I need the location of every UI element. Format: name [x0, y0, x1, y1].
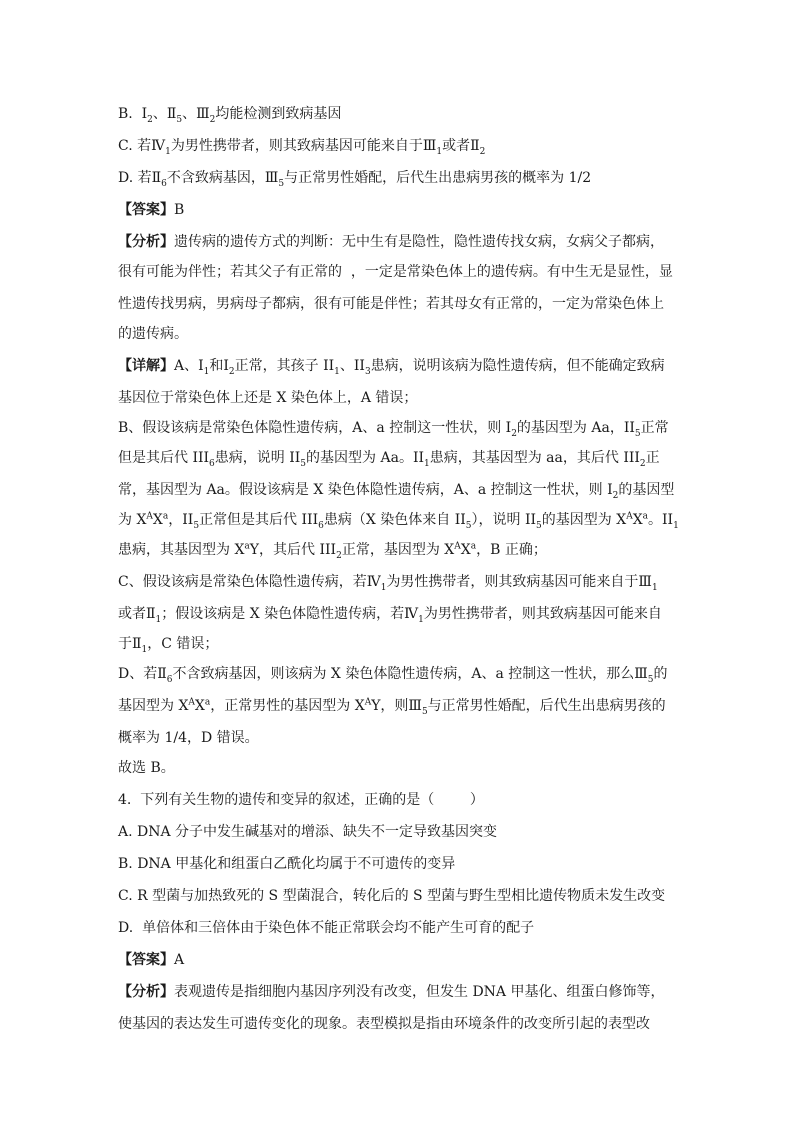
text-line: 患病，其基因型为 $X^aY$，其后代 $III_2$正常，基因型为 $X^AX^a$，B 正确；: [118, 541, 547, 561]
text-line: 性遗传找男病，男病母子都病，很有可能是伴性；若其母女有正常的，一定为常染色体上: [118, 296, 664, 312]
text-line: 【详解】A、$I_1$和$I_2$正常，其孩子 $II_1$、$II_3$患病，说明该病为隐性遗传病，但不能确定致病: [118, 358, 665, 377]
text-line: 于$Ⅱ_1$，C 错误；: [118, 636, 219, 655]
text-line: D. 单倍体和三倍体由于染色体不能正常联会均不能产生可育的配子: [118, 920, 535, 936]
text-line: 常，基因型为 Aa。假设该病是 X 染色体隐性遗传病，A、a 控制这一性状，则 $I_2$的基因型: [118, 482, 675, 501]
text-line: 基因型为 $X^AX^a$，正常男性的基因型为 $X^AY$，则$Ⅲ_5$与正常男性婚配，后代生出患病男孩的: [118, 697, 666, 717]
text-line: 很有可能为伴性；若其父子有正常的 ，一定是常染色体上的遗传病。有中生无是显性，显: [118, 264, 673, 280]
text-line: 的遗传病。: [118, 326, 188, 342]
text-line: C、假设该病是常染色体隐性遗传病，若$Ⅳ_1$为男性携带者，则其致病基因可能来自于$Ⅲ_1$: [118, 574, 658, 593]
text-line: 为 $X^AX^a$，$II_5$正常但是其后代 $III_6$患病（X 染色体来自 $II_5$），说明 $II_5$的基因型为 $X^AX^a$。$II_1$: [118, 511, 679, 531]
text-line: 【分析】表观遗传是指细胞内基因序列没有改变，但发生 DNA 甲基化、组蛋白修饰等，: [118, 984, 665, 1000]
text-line: B、假设该病是常染色体隐性遗传病，A、a 控制这一性状，则 $I_2$的基因型为 Aa，$II_5$正常: [118, 420, 669, 439]
text-line: D. 若$Ⅱ_6$不含致病基因，$Ⅲ_5$与正常男性婚配，后代生出患病男孩的概率为 1/2: [118, 170, 592, 189]
text-line: 【分析】遗传病的遗传方式的判断：无中生有是隐性，隐性遗传找女病，女病父子都病，: [118, 234, 664, 250]
text-line: A. DNA 分子中发生碱基对的增添、缺失不一定导致基因突变: [118, 824, 498, 840]
text-line: 或者$Ⅱ_1$；假设该病是 X 染色体隐性遗传病，若$Ⅳ_1$为男性携带者，则其致病基因可能来自: [118, 606, 662, 625]
text-line: D、若$Ⅱ_6$不含致病基因，则该病为 X 染色体隐性遗传病，A、a 控制这一性状，那么$Ⅲ_5$的: [118, 666, 668, 685]
text-line: 【答案】A: [118, 952, 185, 968]
text-line: 【答案】B: [118, 202, 185, 218]
text-line: B. $Ⅰ_2$、$Ⅱ_5$、$Ⅲ_2$均能检测到致病基因: [118, 106, 342, 125]
text-line: 4. 下列有关生物的遗传和变异的叙述，正确的是（ ）: [118, 792, 484, 808]
text-line: 概率为 1/4，D 错误。: [118, 730, 259, 746]
text-line: C. 若$Ⅳ_1$为男性携带者，则其致病基因可能来自于$Ⅲ_1$或者$Ⅱ_2$: [118, 138, 486, 157]
text-line: C. R 型菌与加热致死的 S 型菌混合，转化后的 S 型菌与野生型相比遗传物质未发生改变: [118, 888, 666, 904]
text-line: 基因位于常染色体上还是 X 染色体上，A 错误；: [118, 390, 418, 406]
text-line: 故选 B。: [118, 760, 175, 776]
text-line: 使基因的表达发生可遗传变化的现象。表型模拟是指由环境条件的改变所引起的表型改: [118, 1016, 650, 1032]
text-line: 但是其后代 $III_6$患病，说明 $II_5$的基因型为 Aa。$II_1$患病，其基因型为 aa，其后代 $III_2$正: [118, 450, 660, 469]
text-line: B. DNA 甲基化和组蛋白乙酰化均属于不可遗传的变异: [118, 856, 456, 872]
